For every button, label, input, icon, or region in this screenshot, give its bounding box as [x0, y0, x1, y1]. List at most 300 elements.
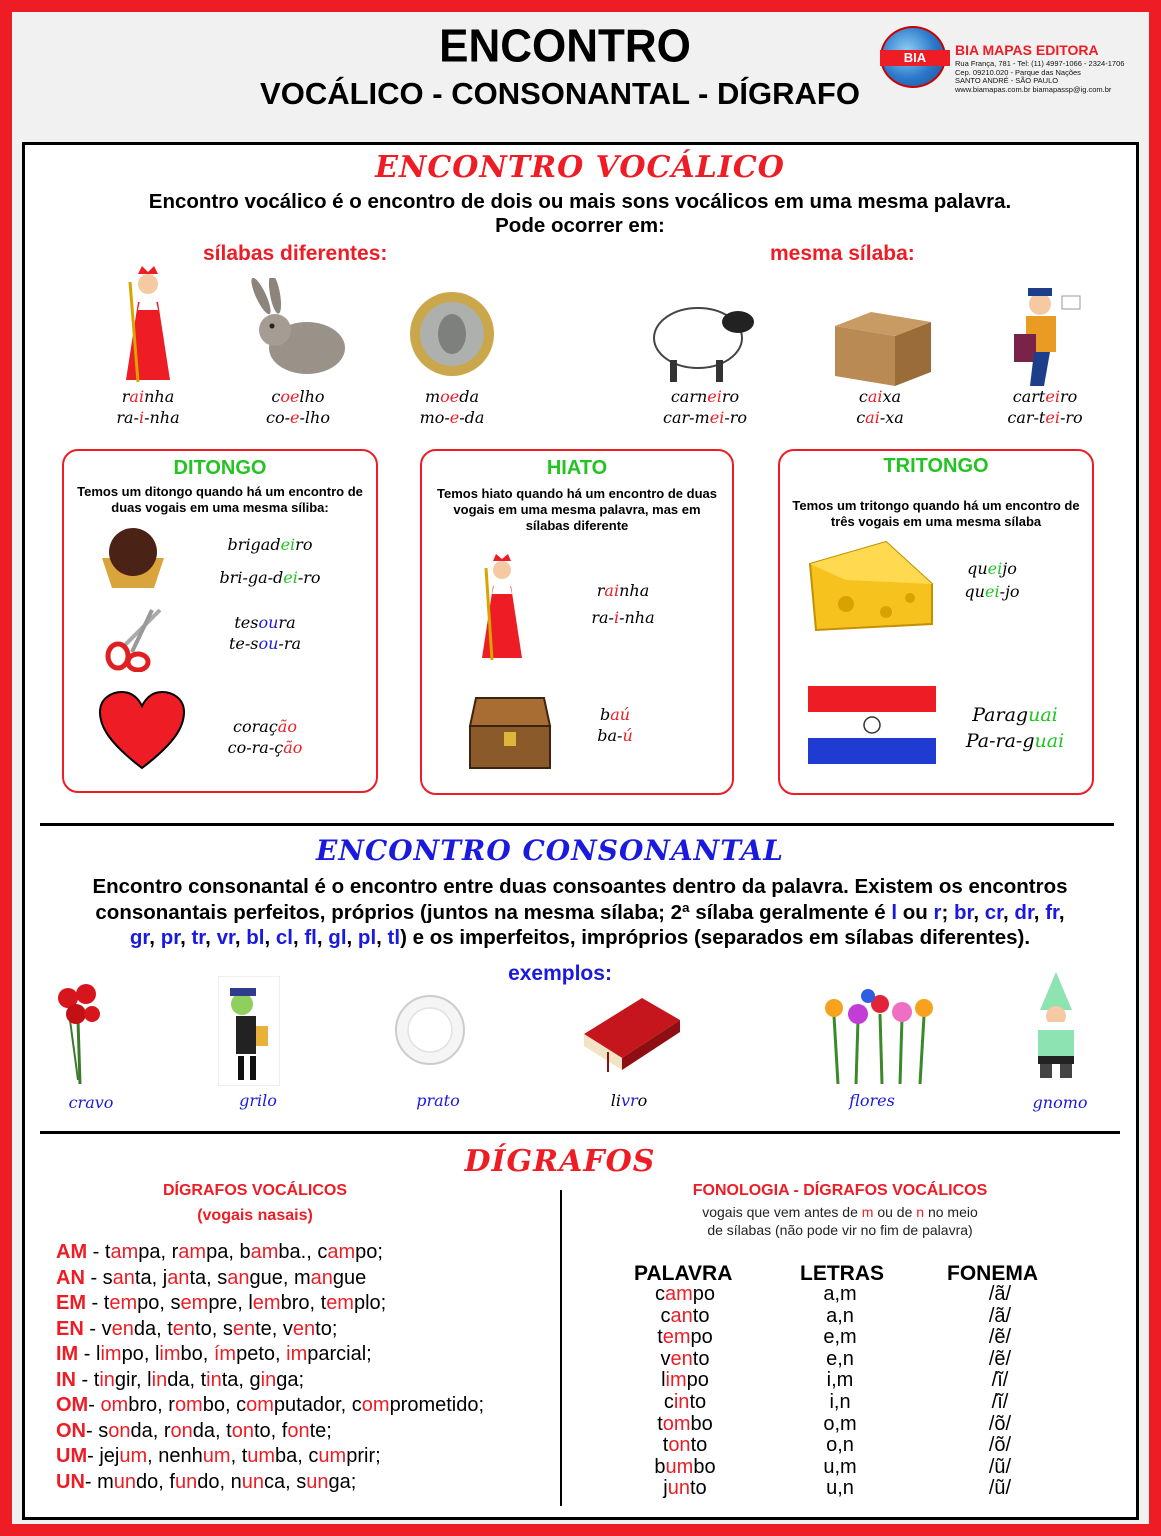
rabbit-image — [245, 278, 350, 378]
table-palavra — [630, 1327, 740, 1349]
word-part: t — [662, 1434, 669, 1457]
comma: , — [340, 1394, 352, 1416]
word-part: t — [104, 1241, 111, 1263]
table-fonema: /õ/ — [988, 1434, 1012, 1457]
digrafo-key: IM — [56, 1343, 79, 1365]
gnome-image — [1022, 970, 1090, 1082]
word-part: s — [102, 1266, 113, 1289]
word-highlight: in — [260, 1368, 277, 1391]
digrafo-word — [217, 1267, 283, 1289]
word-highlight: ím — [213, 1343, 237, 1365]
digrafo-word — [296, 1471, 356, 1493]
digrafo-key: AM — [56, 1241, 88, 1263]
word-part: prir; — [346, 1445, 381, 1467]
word-part: f — [281, 1419, 288, 1442]
table-palavra — [630, 1284, 740, 1306]
word-part: to — [692, 1347, 710, 1370]
word-highlight: em — [326, 1292, 354, 1314]
syllables: co-e-lho — [266, 408, 330, 427]
word-highlight: en — [172, 1317, 196, 1340]
vocalico-example-1 — [250, 386, 346, 428]
hiato-example-1 — [580, 704, 650, 746]
word-part: c — [236, 1394, 247, 1416]
word-highlight: an — [670, 1304, 693, 1327]
consonantal-line-3: gr, pr, tr, vr, bl, cl, fl, gl, pl, tl) e os imperfeitos, impróprios (separados em sílabas diferentes). — [129, 926, 1031, 949]
digrafo-sep: - — [84, 1266, 103, 1289]
digrafo-sep: - — [86, 1292, 104, 1314]
word-part: plo; — [353, 1292, 387, 1314]
word-part: t — [167, 1317, 173, 1340]
table-letras: u,m — [823, 1455, 857, 1478]
digrafo-word — [94, 1369, 136, 1391]
digrafo-sep: - — [86, 1419, 99, 1442]
word-part: c — [660, 1304, 671, 1327]
publisher-name: BIA MAPAS EDITORA — [955, 42, 1099, 58]
word-highlight: en — [292, 1317, 316, 1340]
comma: , — [282, 1266, 294, 1289]
word-part: v — [282, 1317, 293, 1340]
table-letras: o,m — [823, 1412, 857, 1435]
table-fonema: /ũ/ — [988, 1455, 1012, 1478]
digrafo-word — [294, 1267, 366, 1289]
digrafo-sep: - — [87, 1445, 100, 1467]
syllables: ra-i-nha — [591, 608, 655, 627]
divider-2 — [40, 1131, 1120, 1134]
word-part: s — [296, 1470, 307, 1493]
word-highlight: em — [109, 1292, 138, 1314]
word-part: s — [217, 1266, 228, 1289]
word-part: te; — [309, 1419, 332, 1442]
word-part: to — [195, 1317, 212, 1340]
digrafo-word — [172, 1241, 229, 1263]
word-part: pa — [206, 1241, 229, 1263]
publisher-web: www.biamapas.com.br biamapassp@ig.com.br — [955, 84, 1112, 94]
word-part: ta — [134, 1266, 152, 1289]
digrafo-row — [56, 1266, 556, 1292]
word: carneiro — [670, 387, 740, 406]
word-part: pa — [138, 1241, 161, 1263]
ditongo-title: DITONGO — [173, 457, 267, 479]
hiato-example-0 — [568, 580, 678, 628]
digrafo-word — [201, 1369, 239, 1391]
comma: , — [306, 1241, 318, 1263]
comma: , — [275, 1343, 287, 1365]
digrafo-word — [104, 1292, 160, 1314]
word-part: parcial; — [307, 1343, 372, 1365]
page-title: ENCONTRO — [439, 20, 691, 73]
digrafo-sep: - — [76, 1368, 94, 1391]
word: rainha — [121, 387, 175, 406]
word-part: c — [663, 1390, 674, 1413]
vocalico-example-4 — [832, 386, 928, 428]
digrafo-word — [282, 1420, 332, 1442]
digrafo-sep: - — [87, 1241, 105, 1263]
consonantal-line-1: Encontro consonantal é o encontro entre duas consoantes dentro da palavra. Existem os encontros — [92, 875, 1068, 898]
digrafo-word — [239, 1241, 306, 1263]
digrafo-word — [226, 1420, 271, 1442]
word-highlight: an — [167, 1266, 190, 1289]
word-highlight: am — [327, 1241, 356, 1263]
word-part: r — [171, 1241, 179, 1263]
ditongo-example-0 — [200, 534, 340, 588]
paraguay-flag-image — [808, 686, 936, 764]
digrafo-word — [248, 1292, 309, 1314]
word: baú — [599, 705, 631, 724]
comma: , — [189, 1368, 201, 1391]
word-part: t — [200, 1368, 207, 1391]
comma: , — [228, 1241, 240, 1263]
word-part: c — [308, 1445, 319, 1467]
digrafo-row — [56, 1368, 556, 1394]
comma: , — [152, 1419, 164, 1442]
digrafo-row — [56, 1419, 556, 1445]
digrafo-word — [283, 1318, 338, 1340]
consonantal-line-2: consonantais perfeitos, próprios (juntos na mesma sílaba; 2ª sílaba geralmente é l ou r; br, cr, dr, fr, — [95, 900, 1065, 924]
table-col-fonema — [960, 1284, 1040, 1500]
word: carteiro — [1012, 387, 1078, 406]
word-highlight: om — [174, 1394, 203, 1416]
comma: , — [147, 1445, 159, 1467]
digrafo-word — [96, 1343, 144, 1365]
fonologia-note-line-1: vogais que vem antes de m ou de n no meio — [702, 1204, 978, 1220]
word-highlight: im — [100, 1343, 122, 1365]
table-col-palavra — [630, 1284, 740, 1500]
word-highlight: en — [232, 1317, 256, 1340]
word-part: bo — [693, 1455, 716, 1478]
digrafo-word — [236, 1394, 341, 1416]
vocalico-title: ENCONTRO VOCÁLICO — [375, 150, 785, 185]
word-part: te — [255, 1317, 272, 1340]
comma: , — [206, 1266, 218, 1289]
digrafo-word — [352, 1394, 484, 1416]
digrafo-key: EM — [56, 1292, 86, 1314]
coin-image — [408, 290, 496, 378]
fonologia-title: FONOLOGIA - DÍGRAFOS VOCÁLICOS — [692, 1182, 988, 1199]
word: caixa — [858, 387, 902, 406]
table-palavra — [630, 1349, 740, 1371]
word-part: l — [248, 1292, 253, 1314]
consonantal-description — [30, 874, 1130, 951]
word-highlight: am — [110, 1241, 139, 1263]
word-part: pre — [208, 1292, 238, 1314]
digrafo-word — [286, 1343, 372, 1365]
box-image — [825, 296, 937, 388]
logo-text: BIA — [880, 50, 950, 66]
ditongo-example-2 — [210, 716, 320, 758]
digrafo-word — [250, 1369, 305, 1391]
comma: , — [309, 1292, 321, 1314]
syllables: bri-ga-dei-ro — [219, 568, 321, 587]
comma: , — [270, 1419, 282, 1442]
digrafo-row — [56, 1291, 556, 1317]
comma: , — [237, 1292, 249, 1314]
word-part: m — [97, 1470, 114, 1493]
word-highlight: an — [112, 1266, 135, 1289]
word-part: to — [690, 1477, 707, 1500]
flowers-image — [820, 986, 938, 1086]
word-part: b — [654, 1455, 666, 1478]
word-part: s — [222, 1317, 233, 1340]
word: moeda — [424, 387, 480, 406]
syllables: te-sou-ra — [228, 634, 302, 653]
table-letras: a,m — [823, 1283, 857, 1305]
comma: , — [285, 1470, 297, 1493]
word-highlight: im — [665, 1369, 687, 1392]
digrafo-word — [171, 1292, 238, 1314]
digrafo-word — [167, 1318, 212, 1340]
word-highlight: em — [180, 1292, 209, 1314]
comma: , — [158, 1470, 170, 1493]
table-fonema: /ĩ/ — [991, 1369, 1009, 1392]
word-part: j — [663, 1477, 668, 1500]
digrafo-word — [158, 1445, 230, 1467]
word-highlight: on — [170, 1419, 193, 1442]
word-part: s — [98, 1419, 109, 1442]
word-part: to — [692, 1304, 710, 1327]
word-part: do — [136, 1470, 159, 1493]
word-highlight: en — [111, 1317, 134, 1340]
word-part: po — [692, 1283, 716, 1305]
table-fonema: /õ/ — [988, 1412, 1012, 1435]
cheese-image — [806, 534, 936, 634]
word-part: ta — [189, 1266, 207, 1289]
digrafo-key: IN — [56, 1368, 76, 1391]
word-part: po — [137, 1292, 160, 1314]
treasure-chest-image — [462, 690, 558, 772]
fonologia-note — [640, 1203, 1040, 1239]
tritongo-title: TRITONGO — [883, 455, 989, 477]
comma: , — [219, 1470, 231, 1493]
word-part: b — [239, 1241, 251, 1263]
word-part: gue — [332, 1266, 367, 1289]
word-part: do — [197, 1470, 220, 1493]
comma: , — [156, 1317, 168, 1340]
comma: , — [211, 1317, 223, 1340]
word-highlight: on — [668, 1434, 691, 1457]
word-highlight: in — [99, 1368, 115, 1391]
queen-image — [108, 262, 188, 384]
word-highlight: un — [113, 1470, 137, 1493]
digrafo-sep: - — [88, 1394, 101, 1416]
heart-image — [98, 690, 186, 772]
comma: , — [224, 1394, 237, 1416]
word-part: ca — [263, 1470, 286, 1493]
word-highlight: in — [673, 1390, 690, 1413]
ditongo-example-1 — [210, 612, 320, 654]
word-part: to; — [315, 1317, 338, 1340]
word: queijo — [967, 559, 1017, 578]
digrafo-word — [231, 1471, 286, 1493]
table-fonema: /ẽ/ — [988, 1347, 1012, 1370]
sheep-image — [650, 290, 760, 385]
word-highlight: om — [100, 1394, 129, 1416]
word-part: po — [686, 1369, 709, 1392]
word-part: gir — [114, 1368, 137, 1391]
word-highlight: om — [246, 1394, 274, 1416]
different-syllables-label: sílabas diferentes: — [203, 242, 388, 265]
table-header-fonema: FONEMA — [947, 1262, 1038, 1285]
word: tesoura — [234, 613, 296, 632]
comma: , — [136, 1368, 148, 1391]
word-highlight: un — [174, 1470, 198, 1493]
word-part: v — [660, 1347, 671, 1370]
word: rainha — [596, 581, 650, 600]
digrafo-key: OM — [56, 1394, 89, 1416]
digrafo-sep: - — [83, 1317, 102, 1340]
table-col-letras — [800, 1284, 880, 1500]
word-highlight: um — [665, 1455, 694, 1478]
table-fonema: /ã/ — [988, 1304, 1012, 1327]
word-part: po; — [355, 1241, 383, 1263]
tritongo-example-0 — [952, 558, 1032, 602]
same-syllable-label: mesma sílaba: — [770, 242, 915, 265]
comma: , — [215, 1419, 227, 1442]
digrafo-word — [223, 1318, 272, 1340]
word-part: ga; — [328, 1470, 357, 1493]
digrafo-key: UN — [56, 1470, 85, 1493]
word-highlight: on — [108, 1419, 131, 1442]
word-part: ba — [275, 1445, 298, 1467]
hiato-text: Temos hiato quando há um encontro de duas vogais em uma mesma palavra, mas em sílabas diferente — [436, 486, 717, 533]
digrafo-key: UM — [56, 1445, 88, 1467]
word-part: po — [121, 1343, 144, 1365]
consonantal-example-5: gnomo — [1032, 1093, 1088, 1112]
word-part: r — [163, 1419, 171, 1442]
digrafo-key: EN — [56, 1317, 84, 1340]
vocalico-example-3 — [650, 386, 760, 428]
table-letras: e,m — [823, 1326, 857, 1349]
word-part: jej — [99, 1445, 120, 1467]
word: brigadeiro — [227, 535, 313, 554]
digrafo-row — [56, 1240, 556, 1266]
word-highlight: an — [310, 1266, 333, 1289]
table-palavra — [630, 1392, 740, 1414]
word-part: to — [689, 1390, 707, 1413]
word-part: po — [690, 1326, 713, 1349]
plate-image — [394, 994, 466, 1066]
word-part: peto — [236, 1343, 276, 1365]
word-highlight: am — [178, 1241, 207, 1263]
vocalico-example-5 — [990, 386, 1100, 428]
word-part: s — [170, 1292, 181, 1314]
table-palavra — [630, 1370, 740, 1392]
digrafo-word — [164, 1420, 215, 1442]
word-highlight: um — [247, 1445, 276, 1467]
digrafos-title: DÍGRAFOS — [464, 1144, 656, 1179]
word-highlight: on — [287, 1419, 310, 1442]
queen-image-small — [466, 550, 538, 662]
word-part: bro — [280, 1292, 310, 1314]
digrafo-word — [98, 1420, 153, 1442]
tritongo-example-1 — [950, 702, 1080, 754]
word-part: l — [147, 1368, 152, 1391]
publisher-info — [955, 60, 1145, 94]
digrafo-word — [317, 1241, 383, 1263]
word-part: bo — [180, 1343, 203, 1365]
table-fonema: /ĩ/ — [991, 1390, 1009, 1413]
consonantal-example-4: fores — [849, 1091, 895, 1110]
digrafo-word — [105, 1241, 161, 1263]
word-part: t — [226, 1419, 232, 1442]
word-part: putador — [273, 1394, 341, 1416]
hiato-title: HIATO — [546, 457, 608, 479]
digrafo-word — [102, 1318, 157, 1340]
word-part: r — [168, 1394, 175, 1416]
word-part: to — [690, 1434, 708, 1457]
digrafo-word — [97, 1471, 158, 1493]
word-part: bo — [690, 1412, 713, 1435]
table-letras: a,n — [826, 1304, 854, 1327]
digrafo-word — [99, 1445, 147, 1467]
digrafo-sep: - — [78, 1343, 96, 1365]
digrafo-word — [214, 1343, 275, 1365]
word-highlight: em — [662, 1326, 691, 1349]
word-part: t — [93, 1368, 100, 1391]
comma: , — [159, 1292, 171, 1314]
fonologia-note-line-2: de sílabas (não pode vir no fim de palavra) — [707, 1222, 973, 1238]
word-part: t — [657, 1326, 663, 1349]
word-part: c — [351, 1394, 362, 1416]
digrafo-word — [163, 1267, 206, 1289]
digrafo-row — [56, 1342, 556, 1368]
digrafo-word — [321, 1292, 387, 1314]
table-palavra — [630, 1414, 740, 1436]
consonantal-example-2: prato — [416, 1091, 460, 1110]
word-highlight: im — [159, 1343, 181, 1365]
comma: , — [271, 1317, 283, 1340]
word-highlight: on — [231, 1419, 254, 1442]
comma: , — [297, 1445, 309, 1467]
word-part: nenh — [158, 1445, 203, 1467]
scissors-image — [104, 606, 166, 672]
word-part: v — [101, 1317, 112, 1340]
word-part: t — [657, 1412, 663, 1435]
digrafo-word — [169, 1471, 219, 1493]
table-letras: i,n — [829, 1390, 851, 1413]
word-part: l — [154, 1343, 160, 1365]
consonantal-example-0: cravo — [68, 1093, 114, 1112]
table-fonema: /ẽ/ — [988, 1326, 1012, 1349]
word-highlight: en — [670, 1347, 693, 1370]
syllables: co-ra-ção — [227, 738, 303, 757]
comma: , — [143, 1343, 155, 1365]
vocalico-example-2 — [402, 386, 502, 428]
digrafo-word — [308, 1445, 380, 1467]
word-part: j — [162, 1266, 168, 1289]
syllables: mo-e-da — [419, 408, 485, 427]
page-subtitle: VOCÁLICO - CONSONANTAL - DÍGRAFO — [260, 76, 860, 111]
syllables: Pa-ra-guai — [965, 730, 1065, 752]
word-highlight: in — [151, 1368, 168, 1391]
digrafos-divider — [560, 1190, 562, 1506]
table-header-letras: LETRAS — [800, 1262, 884, 1285]
vocalico-example-0 — [100, 386, 196, 428]
mailman-image — [1000, 282, 1095, 390]
examples-label: exemplos: — [508, 962, 612, 985]
word-part: da — [192, 1419, 216, 1442]
comma: , — [230, 1445, 242, 1467]
syllables: ba-ú — [597, 726, 633, 745]
word-highlight: un — [667, 1477, 690, 1500]
word-part: f — [169, 1470, 175, 1493]
word-highlight: um — [119, 1445, 148, 1467]
tritongo-text: Temos um tritongo quando há um encontro de três vogais em uma mesma sílaba — [792, 498, 1080, 529]
consonantal-title: ENCONTRO CONSONANTAL — [316, 834, 784, 867]
digrafo-key: AN — [56, 1266, 85, 1289]
table-palavra — [630, 1306, 740, 1328]
word-part: t — [241, 1445, 248, 1467]
word-part: l — [96, 1343, 101, 1365]
